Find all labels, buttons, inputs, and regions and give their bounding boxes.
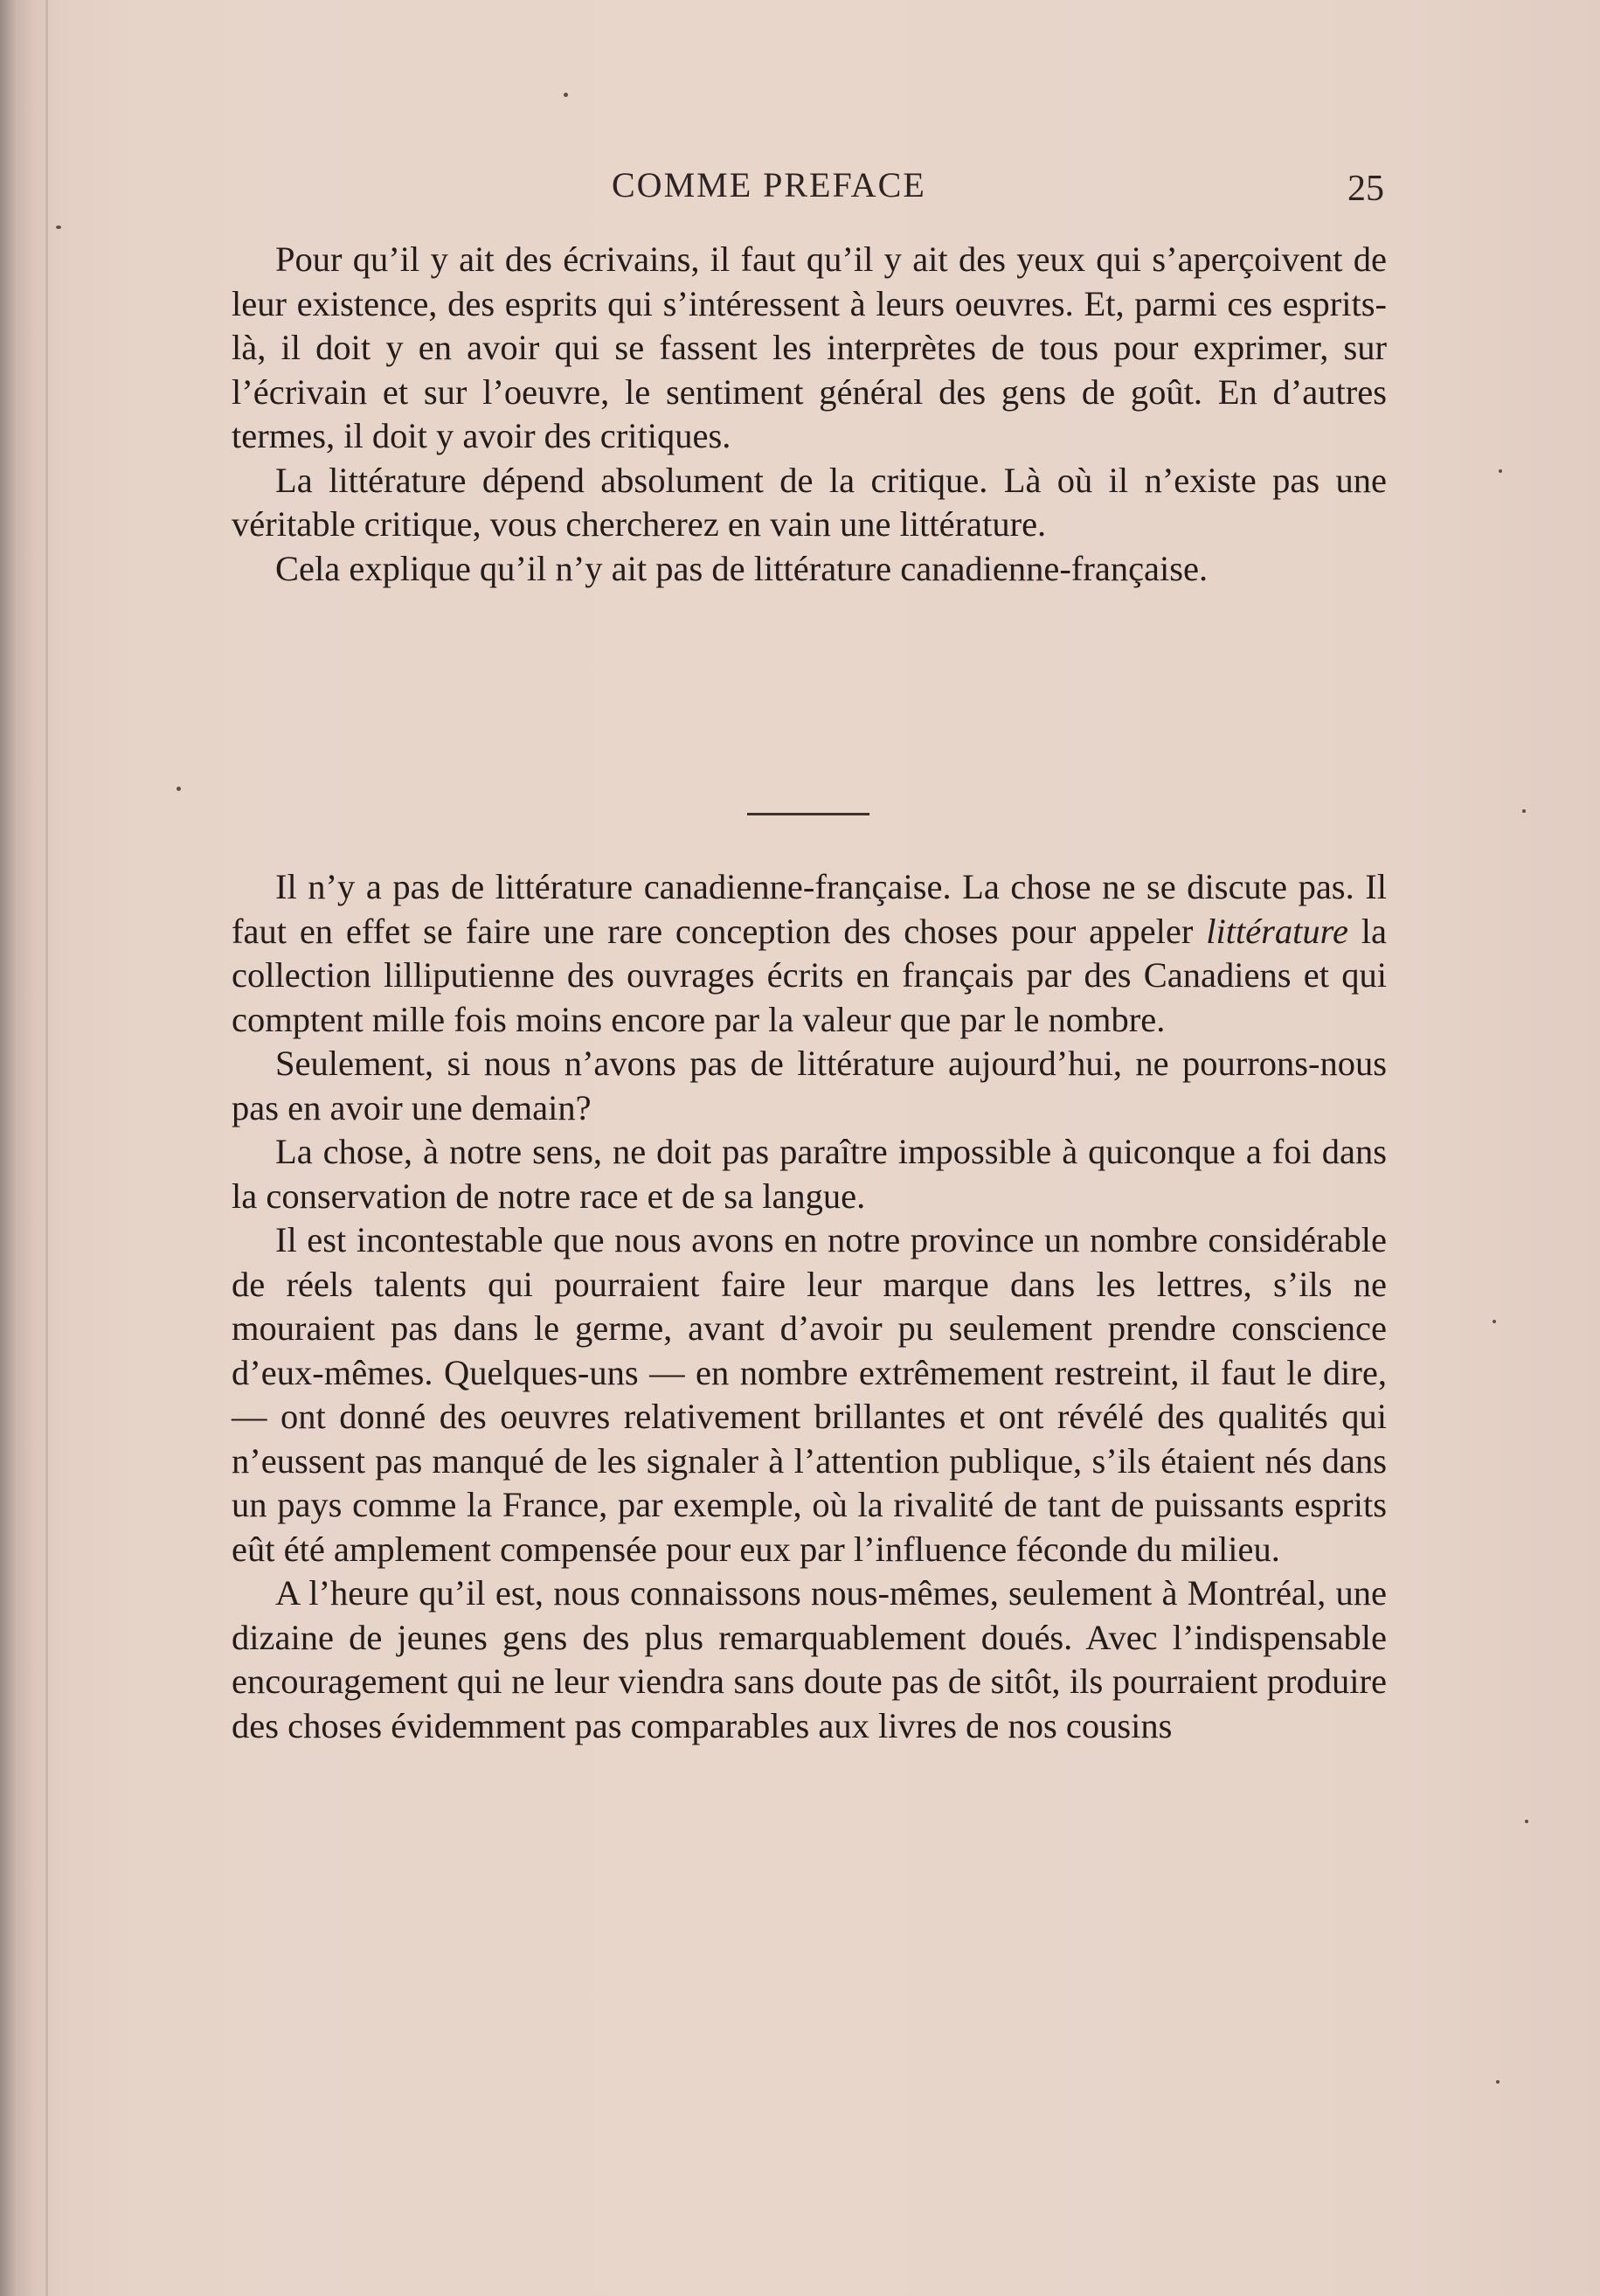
paper-speck: [1522, 809, 1526, 813]
paper-speck: [564, 93, 568, 97]
text-block-first-section: [232, 238, 1387, 591]
paragraph: Cela explique qu’il n’y ait pas de littérature canadienne-française.: [275, 548, 1209, 588]
paragraph: La chose, à notre sens, ne doit pas paraître impossible à quiconque a foi dans la conservation de notre race et de sa langue.: [232, 1132, 1387, 1216]
paragraph: La littérature dépend absolument de la critique. Là où il n’existe pas une véritable critique, vous chercherez en vain une littérature.: [232, 460, 1387, 544]
paper-speck: [1525, 1820, 1528, 1823]
paragraph-text: la collection lilliputienne des ouvrages écrits en français par des Canadiens et qui comptent mille fois moins encore par la valeur que par le nombre.: [232, 911, 1387, 1039]
paper-speck: [1499, 469, 1502, 473]
paper-speck: [1493, 1320, 1496, 1323]
emphasized-word: littérature: [1206, 911, 1348, 951]
paragraph-text: Il n’y a pas de littérature canadienne-française. La chose ne se discute pas. Il faut en effet se faire une rare conception des choses pour appeler: [232, 867, 1387, 951]
paper-speck: [177, 787, 181, 791]
page-number: 25: [1347, 169, 1384, 209]
running-head: COMME PREFACE: [612, 165, 926, 205]
section-divider-rule: [747, 813, 869, 815]
paragraph: Seulement, si nous n’avons pas de littérature aujourd’hui, ne pourrons-nous pas en avoir une demain?: [232, 1044, 1387, 1127]
paper-speck: [56, 225, 61, 229]
paragraph: A l’heure qu’il est, nous connaissons nous-mêmes, seulement à Montréal, une dizaine de jeunes gens des plus remarquablement doués. Avec l’indispensable encouragement qui ne leur viendra sans doute pas de sitôt, ils pourraient produire des choses évidemment pas comparables aux livres de nos cousins: [232, 1573, 1387, 1745]
paragraph: Pour qu’il y ait des écrivains, il faut qu’il y ait des yeux qui s’aperçoivent de leur existence, des esprits qui s’intéressent à leurs oeuvres. Et, parmi ces esprits-là, il doit y en avoir qui se fassent les interprètes de tous pour exprimer, sur l’écrivain et sur l’oeuvre, le sentiment général des gens de goût. En d’autres termes, il doit y avoir des critiques.: [232, 239, 1387, 455]
paragraph: [232, 865, 1387, 1042]
paragraph: Il est incontestable que nous avons en notre province un nombre considérable de réels talents qui pourraient faire leur marque dans les lettres, s’ils ne mouraient pas dans le germe, avant d’avoir pu seulement prendre conscience d’eux-mêmes. Quelques-uns — en nombre extrêmement restreint, il faut le dire, — ont donné des oeuvres relativement brillantes et ont révélé des qualités qui n’eussent pas manqué de les signaler à l’attention publique, s’ils étaient nés dans un pays comme la France, par exemple, où la rivalité de tant de puissants esprits eût été amplement compensée pour eux par l’influence féconde du milieu.: [232, 1220, 1387, 1569]
text-block-second-section: [232, 865, 1387, 1748]
paper-speck: [1496, 2080, 1500, 2084]
page-gutter-shadow: [45, 0, 48, 2296]
